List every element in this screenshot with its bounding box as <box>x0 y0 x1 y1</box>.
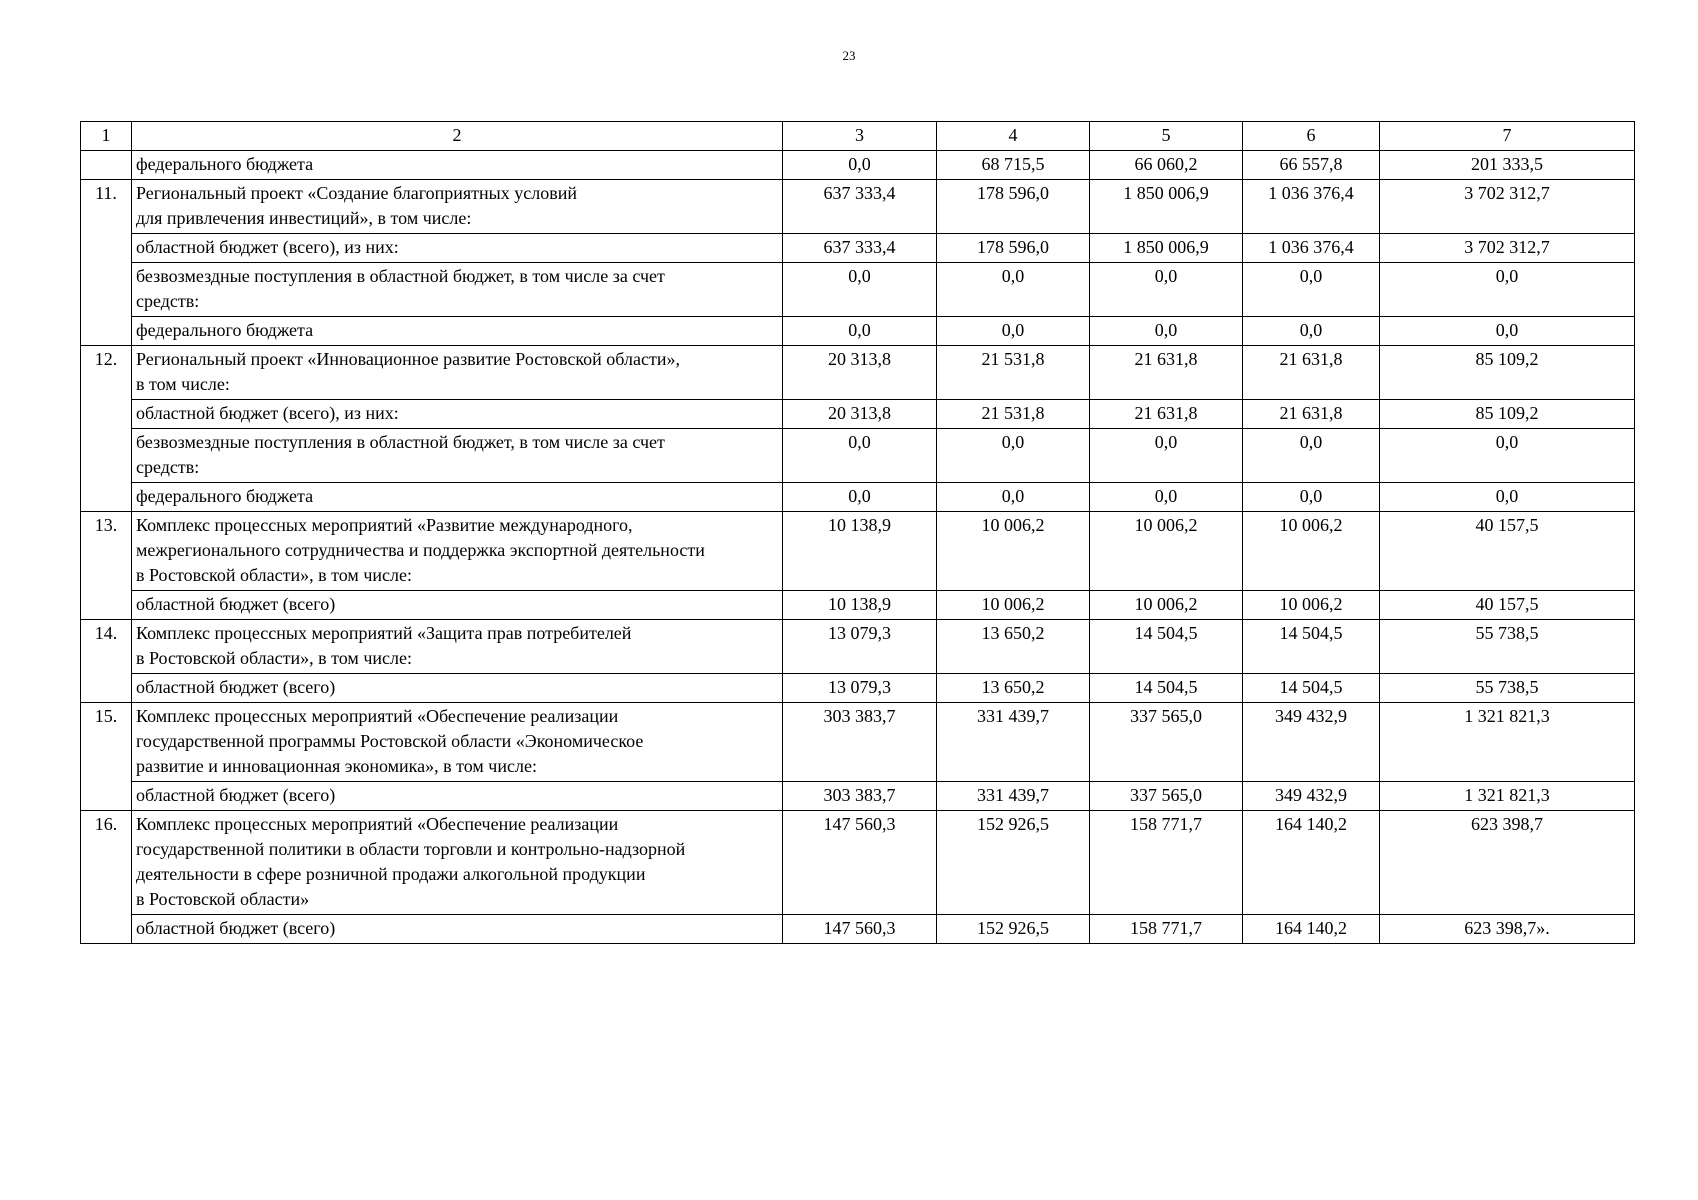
row-label <box>132 512 783 591</box>
header-row <box>81 122 1635 151</box>
header-cell: 5 <box>1090 122 1243 151</box>
value-cell: 40 157,5 <box>1380 591 1635 620</box>
value-cell: 0,0 <box>1090 483 1243 512</box>
value-cell: 178 596,0 <box>937 234 1090 263</box>
table-row <box>81 811 1635 915</box>
value-cell: 21 631,8 <box>1243 346 1380 400</box>
value-cell: 20 313,8 <box>783 400 937 429</box>
table-row <box>81 703 1635 782</box>
value-cell: 0,0 <box>1380 429 1635 483</box>
table-row <box>81 512 1635 591</box>
value-cell: 21 631,8 <box>1243 400 1380 429</box>
value-cell: 0,0 <box>783 429 937 483</box>
table-row <box>81 180 1635 234</box>
row-label-line: областной бюджет (всего), из них: <box>136 237 399 257</box>
value-cell: 147 560,3 <box>783 811 937 915</box>
value-cell: 13 079,3 <box>783 674 937 703</box>
row-label-line: Комплекс процессных мероприятий «Защита прав потребителей <box>136 623 632 643</box>
budget-table <box>80 121 1635 944</box>
value-cell: 0,0 <box>1380 263 1635 317</box>
value-cell: 0,0 <box>1243 317 1380 346</box>
row-label-line: межрегионального сотрудничества и поддержка экспортной деятельности <box>136 540 705 560</box>
value-cell: 303 383,7 <box>783 703 937 782</box>
value-cell: 10 006,2 <box>1243 512 1380 591</box>
value-cell: 0,0 <box>937 429 1090 483</box>
value-cell: 0,0 <box>937 263 1090 317</box>
table-body <box>81 122 1635 944</box>
row-label-line: Комплекс процессных мероприятий «Обеспечение реализации <box>136 706 619 726</box>
value-cell: 0,0 <box>783 483 937 512</box>
value-cell: 331 439,7 <box>937 703 1090 782</box>
value-cell: 10 138,9 <box>783 512 937 591</box>
value-cell: 0,0 <box>783 317 937 346</box>
row-label <box>132 782 783 811</box>
value-cell: 164 140,2 <box>1243 915 1380 944</box>
row-label: федерального бюджета <box>132 151 783 180</box>
value-cell: 21 531,8 <box>937 346 1090 400</box>
value-cell: 10 006,2 <box>1090 591 1243 620</box>
header-cell: 4 <box>937 122 1090 151</box>
value-cell: 66 060,2 <box>1090 151 1243 180</box>
value-cell: 201 333,5 <box>1380 151 1635 180</box>
value-cell: 21 531,8 <box>937 400 1090 429</box>
value-cell: 0,0 <box>1380 317 1635 346</box>
row-label-line: средств: <box>136 457 200 477</box>
table-row <box>81 151 1635 180</box>
row-label-line: областной бюджет (всего) <box>136 677 336 697</box>
row-label <box>132 234 783 263</box>
value-cell: 10 006,2 <box>1090 512 1243 591</box>
table-row <box>81 915 1635 944</box>
value-cell: 3 702 312,7 <box>1380 180 1635 234</box>
row-index: 13. <box>81 512 132 620</box>
value-cell: 0,0 <box>1090 263 1243 317</box>
value-cell: 10 006,2 <box>937 591 1090 620</box>
row-index: 12. <box>81 346 132 512</box>
row-label-line: в Ростовской области», в том числе: <box>136 648 412 668</box>
row-label-line: Региональный проект «Инновационное развитие Ростовской области», <box>136 349 680 369</box>
value-cell: 21 631,8 <box>1090 346 1243 400</box>
value-cell: 0,0 <box>1243 263 1380 317</box>
value-cell: 158 771,7 <box>1090 915 1243 944</box>
value-cell: 623 398,7». <box>1380 915 1635 944</box>
table-row <box>81 429 1635 483</box>
header-cell: 1 <box>81 122 132 151</box>
row-label <box>132 811 783 915</box>
value-cell: 0,0 <box>937 317 1090 346</box>
row-label <box>132 915 783 944</box>
table-row <box>81 317 1635 346</box>
value-cell: 85 109,2 <box>1380 346 1635 400</box>
row-label <box>132 674 783 703</box>
table-row <box>81 674 1635 703</box>
value-cell: 637 333,4 <box>783 234 937 263</box>
row-label-line: государственной программы Ростовской области «Экономическое <box>136 731 644 751</box>
row-label-line: деятельности в сфере розничной продажи алкогольной продукции <box>136 864 646 884</box>
value-cell: 0,0 <box>1090 429 1243 483</box>
value-cell: 623 398,7 <box>1380 811 1635 915</box>
table-row <box>81 483 1635 512</box>
value-cell: 303 383,7 <box>783 782 937 811</box>
table-row <box>81 782 1635 811</box>
row-label <box>132 429 783 483</box>
value-cell: 13 079,3 <box>783 620 937 674</box>
table-row <box>81 620 1635 674</box>
row-label-line: областной бюджет (всего), из них: <box>136 403 399 423</box>
value-cell: 0,0 <box>1380 483 1635 512</box>
value-cell: 337 565,0 <box>1090 782 1243 811</box>
value-cell: 55 738,5 <box>1380 674 1635 703</box>
row-label <box>132 703 783 782</box>
header-cell: 7 <box>1380 122 1635 151</box>
value-cell: 0,0 <box>937 483 1090 512</box>
row-label-line: областной бюджет (всего) <box>136 785 336 805</box>
row-label-line: развитие и инновационная экономика», в том числе: <box>136 756 537 776</box>
header-cell: 3 <box>783 122 937 151</box>
table-row <box>81 346 1635 400</box>
value-cell: 14 504,5 <box>1090 674 1243 703</box>
row-label <box>132 591 783 620</box>
value-cell: 1 850 006,9 <box>1090 234 1243 263</box>
row-index-cell <box>81 151 132 180</box>
table-row <box>81 234 1635 263</box>
value-cell: 0,0 <box>783 151 937 180</box>
row-label-line: Комплекс процессных мероприятий «Развитие международного, <box>136 515 633 535</box>
row-label <box>132 620 783 674</box>
page-number: 23 <box>842 48 856 63</box>
row-index: 14. <box>81 620 132 703</box>
row-label-line: средств: <box>136 291 200 311</box>
header-cell: 6 <box>1243 122 1380 151</box>
value-cell: 1 036 376,4 <box>1243 234 1380 263</box>
row-index: 11. <box>81 180 132 346</box>
value-cell: 13 650,2 <box>937 620 1090 674</box>
value-cell: 14 504,5 <box>1243 674 1380 703</box>
row-label <box>132 400 783 429</box>
value-cell: 14 504,5 <box>1243 620 1380 674</box>
value-cell: 14 504,5 <box>1090 620 1243 674</box>
row-label-line: безвозмездные поступления в областной бюджет, в том числе за счет <box>136 266 665 286</box>
value-cell: 637 333,4 <box>783 180 937 234</box>
row-label-line: в том числе: <box>136 374 230 394</box>
value-cell: 0,0 <box>783 263 937 317</box>
value-cell: 178 596,0 <box>937 180 1090 234</box>
row-label-line: Региональный проект «Создание благоприятных условий <box>136 183 578 203</box>
value-cell: 0,0 <box>1243 429 1380 483</box>
value-cell: 164 140,2 <box>1243 811 1380 915</box>
row-label <box>132 180 783 234</box>
value-cell: 20 313,8 <box>783 346 937 400</box>
value-cell: 10 006,2 <box>1243 591 1380 620</box>
value-cell: 66 557,8 <box>1243 151 1380 180</box>
value-cell: 3 702 312,7 <box>1380 234 1635 263</box>
row-label-line: государственной политики в области торговли и контрольно-надзорной <box>136 839 686 859</box>
value-cell: 147 560,3 <box>783 915 937 944</box>
row-label-line: безвозмездные поступления в областной бюджет, в том числе за счет <box>136 432 665 452</box>
value-cell: 40 157,5 <box>1380 512 1635 591</box>
value-cell: 349 432,9 <box>1243 782 1380 811</box>
table-row <box>81 400 1635 429</box>
value-cell: 10 138,9 <box>783 591 937 620</box>
value-cell: 55 738,5 <box>1380 620 1635 674</box>
row-label-line: федерального бюджета <box>136 320 314 340</box>
row-label-line: для привлечения инвестиций», в том числе: <box>136 208 472 228</box>
row-index: 16. <box>81 811 132 944</box>
row-label-line: в Ростовской области», в том числе: <box>136 565 412 585</box>
header-cell: 2 <box>132 122 783 151</box>
value-cell: 1 850 006,9 <box>1090 180 1243 234</box>
table-row <box>81 591 1635 620</box>
value-cell: 13 650,2 <box>937 674 1090 703</box>
value-cell: 1 321 821,3 <box>1380 703 1635 782</box>
value-cell: 0,0 <box>1243 483 1380 512</box>
row-label <box>132 483 783 512</box>
value-cell: 10 006,2 <box>937 512 1090 591</box>
row-label <box>132 263 783 317</box>
value-cell: 152 926,5 <box>937 915 1090 944</box>
row-label-line: Комплекс процессных мероприятий «Обеспечение реализации <box>136 814 619 834</box>
table-row <box>81 263 1635 317</box>
value-cell: 0,0 <box>1090 317 1243 346</box>
row-label-line: в Ростовской области» <box>136 889 310 909</box>
row-label-line: областной бюджет (всего) <box>136 918 336 938</box>
value-cell: 85 109,2 <box>1380 400 1635 429</box>
row-index: 15. <box>81 703 132 811</box>
row-label <box>132 346 783 400</box>
row-label-line: областной бюджет (всего) <box>136 594 336 614</box>
value-cell: 21 631,8 <box>1090 400 1243 429</box>
value-cell: 331 439,7 <box>937 782 1090 811</box>
row-label <box>132 317 783 346</box>
value-cell: 152 926,5 <box>937 811 1090 915</box>
row-label-line: федерального бюджета <box>136 486 314 506</box>
value-cell: 68 715,5 <box>937 151 1090 180</box>
value-cell: 1 321 821,3 <box>1380 782 1635 811</box>
value-cell: 337 565,0 <box>1090 703 1243 782</box>
value-cell: 349 432,9 <box>1243 703 1380 782</box>
value-cell: 1 036 376,4 <box>1243 180 1380 234</box>
value-cell: 158 771,7 <box>1090 811 1243 915</box>
